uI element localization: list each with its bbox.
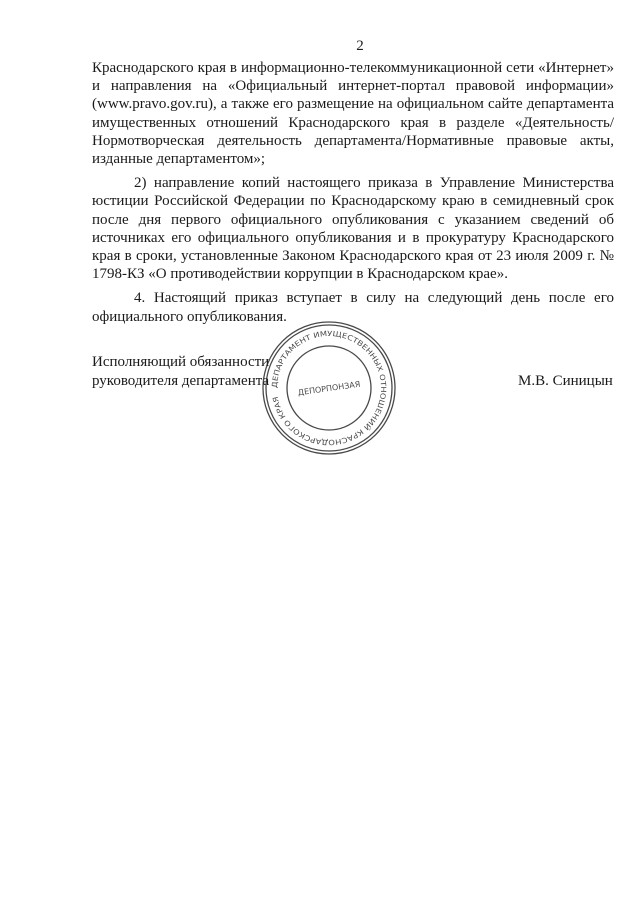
stamp-inner-text: ДЕПОРПОНЗАЯ: [297, 379, 361, 398]
page-number: 2: [356, 38, 364, 54]
paragraph-continuation: Краснодарского края в информационно-телекоммуникационной сети «Интернет» и направления на «Официальный интернет-портал правовой информации» (www.pravo.gov.ru), а также его размещение на официальном сайте департамента имущественных отношений Краснодарского края в разделе «Деятельность/Нормотворческая деятельность департамента/Нормативные правовые акты, изданные департаментом»;: [92, 60, 614, 168]
stamp-ring-text: ДЕПАРТАМЕНТ ИМУЩЕСТВЕННЫХ ОТНОШЕНИЙ КРАСНОДАРСКОГО КРАЯ: [269, 328, 389, 448]
signatory-name: М.В. Синицын: [518, 373, 613, 389]
official-seal-stamp: [259, 318, 399, 458]
signatory-title-line1: Исполняющий обязанности: [92, 354, 270, 370]
paragraph-item-2: 2) направление копий настоящего приказа в Управление Министерства юстиции Российской Федерации по Краснодарскому краю в семидневный срок после дня первого официального опубликования с указанием сведений об источниках его официального опубликования и в прокуратуру Краснодарского края в сроки, установленные Законом Краснодарского края от 23 июля 2009 г. № 1798-КЗ «О противодействии коррупции в Краснодарском крае».: [92, 175, 614, 283]
document-body: [92, 59, 614, 332]
paragraph-item-4: 4. Настоящий приказ вступает в силу на следующий день после его официального опубликования.: [92, 290, 614, 325]
signatory-title: [92, 353, 269, 390]
signatory-title-line2: руководителя департамента: [92, 372, 270, 389]
